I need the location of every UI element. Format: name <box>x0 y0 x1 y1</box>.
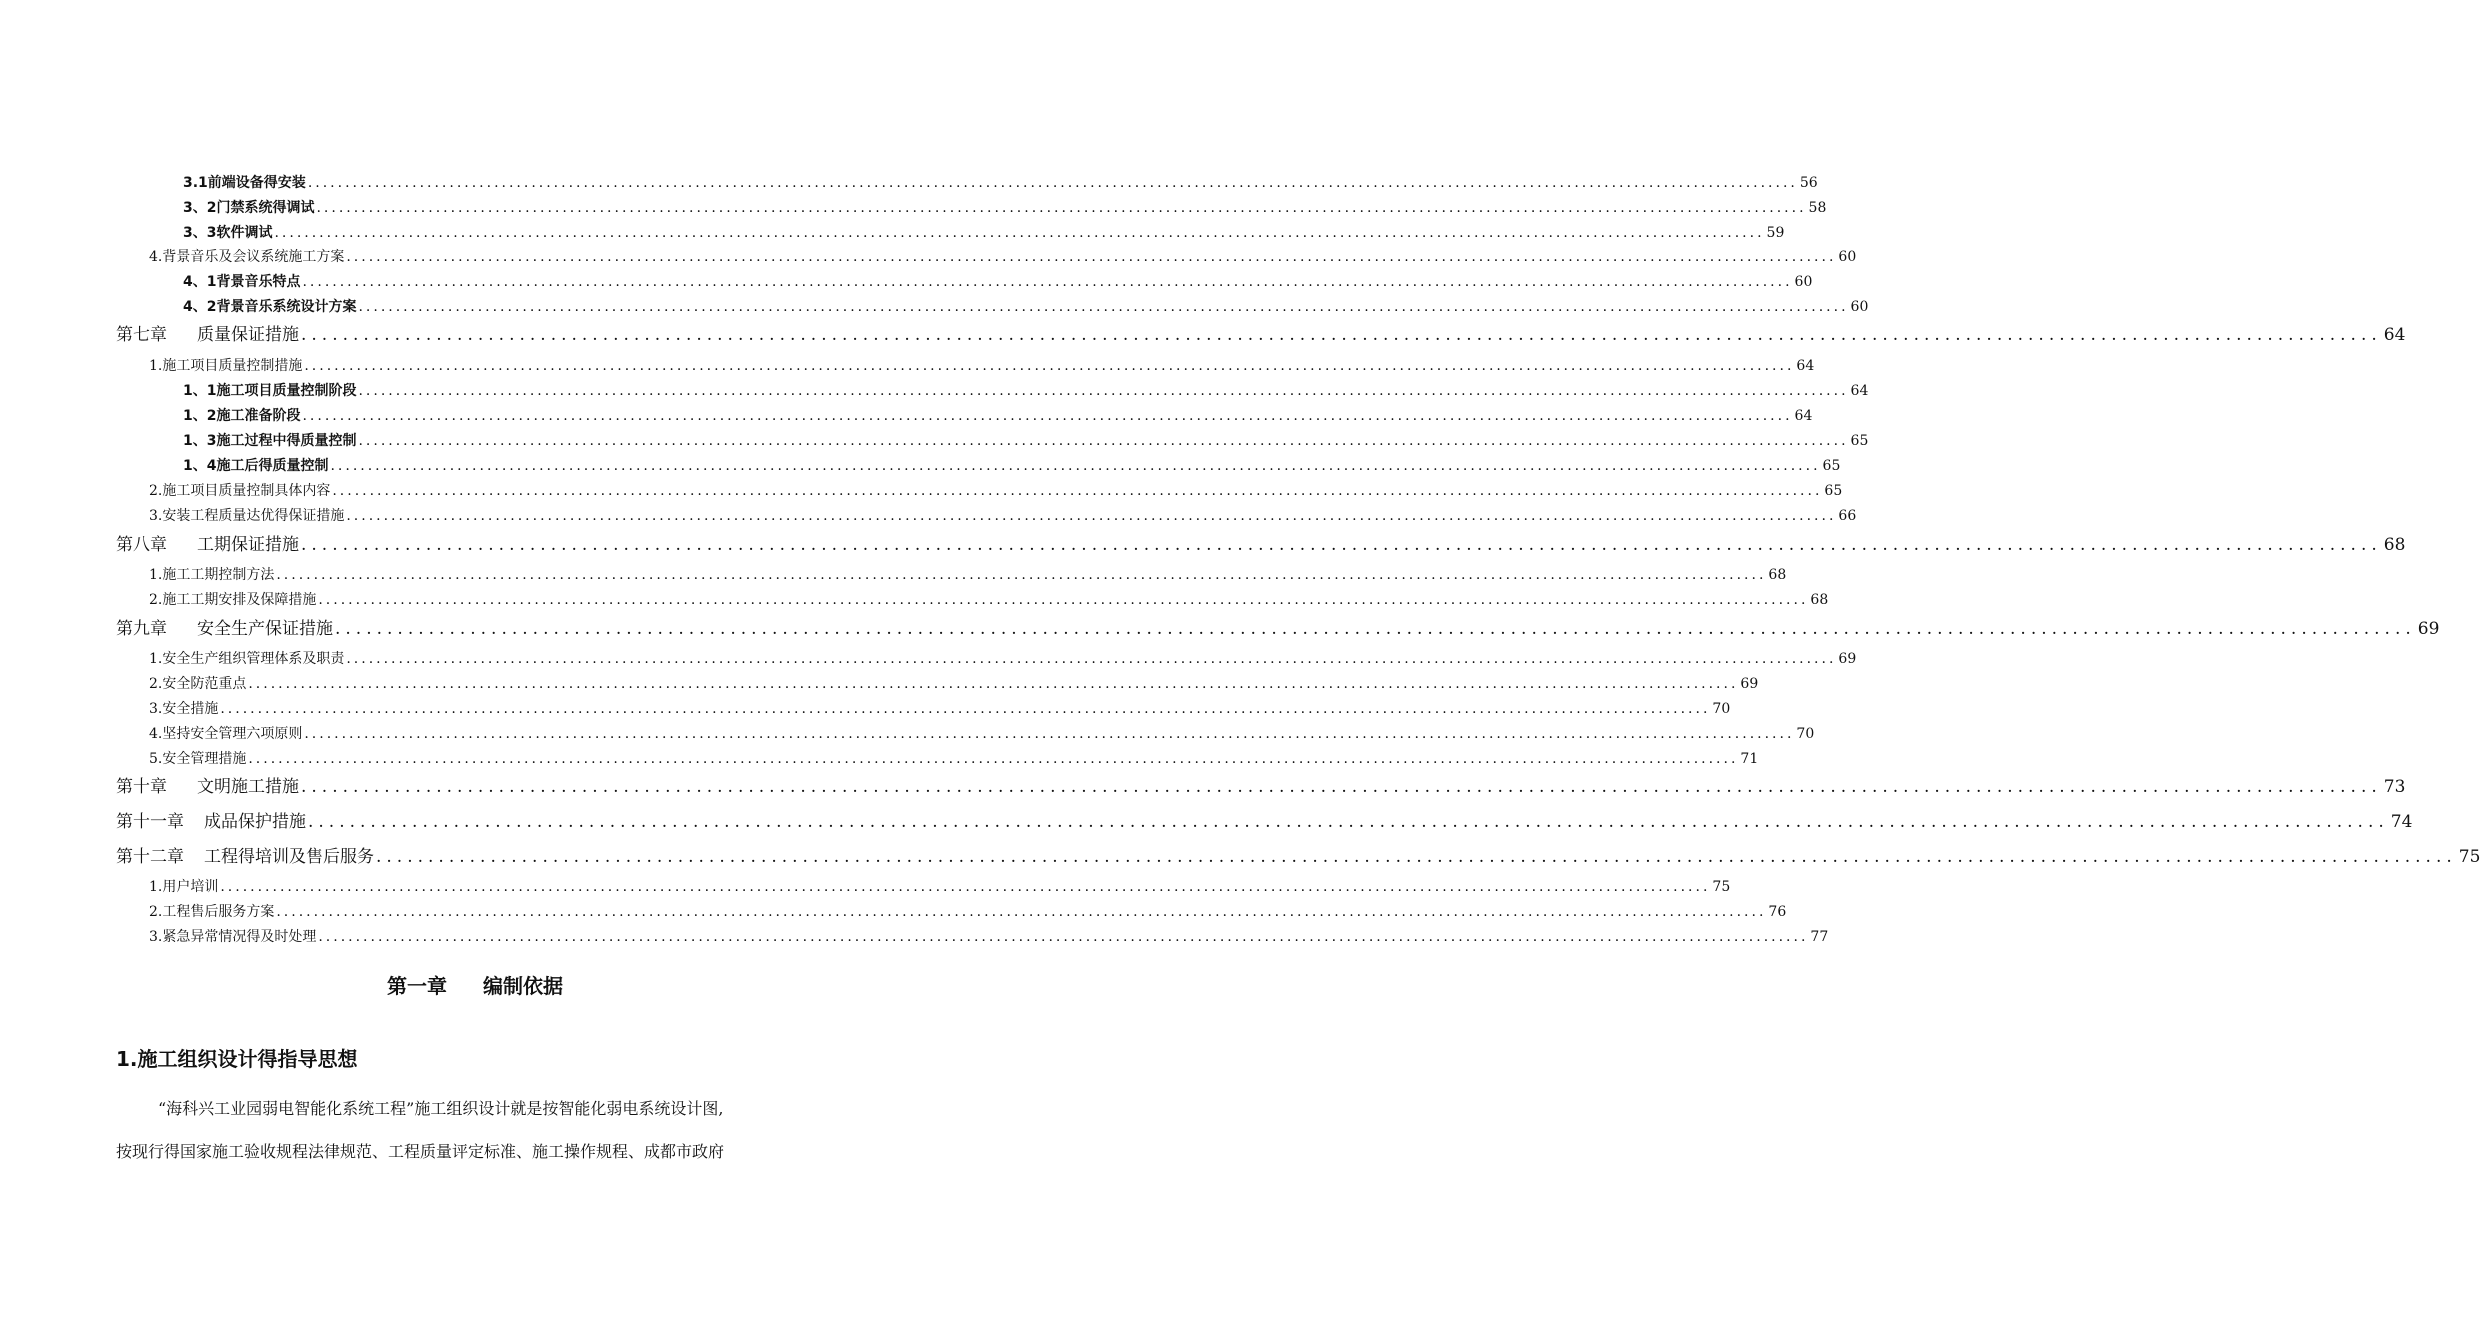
toc-leader-dots: ........................................................................................................................................................................................................ <box>346 508 1837 524</box>
toc-entry[interactable] <box>149 648 1857 668</box>
toc-entry[interactable] <box>149 901 1787 921</box>
toc-entry-label: 1.施工项目质量控制措施 <box>149 358 303 374</box>
toc-page-number: 64 <box>1850 383 1869 399</box>
toc-leader-dots: ........................................................................................................................................................................................................ <box>301 535 2382 555</box>
paragraph-line: 按现行得国家施工验收规程法律规范、工程质量评定标准、施工操作规程、成都市政府 <box>116 1142 725 1161</box>
toc-entry-label: 1、4施工后得质量控制 <box>183 458 329 474</box>
toc-entry[interactable] <box>183 197 1827 217</box>
toc-chapter-number: 第七章 <box>116 325 167 345</box>
toc-entry-label: 1、3施工过程中得质量控制 <box>183 433 357 449</box>
toc-entry[interactable] <box>183 430 1869 450</box>
toc-entry-label: 4、2背景音乐系统设计方案 <box>183 299 357 315</box>
toc-leader-dots: ........................................................................................................................................................................................................ <box>301 777 2382 797</box>
toc-leader-dots: ........................................................................................................................................................................................................ <box>302 408 1793 424</box>
toc-chapter-number: 第十二章 <box>116 847 184 867</box>
toc-leader-dots: ........................................................................................................................................................................................................ <box>274 225 1765 241</box>
toc-page-number: 76 <box>1768 904 1787 920</box>
toc-page-number: 75 <box>1712 879 1731 895</box>
toc-leader-dots: ........................................................................................................................................................................................................ <box>308 812 2389 832</box>
toc-entry-label: 2.施工项目质量控制具体内容 <box>149 483 331 499</box>
toc-leader-dots: ........................................................................................................................................................................................................ <box>346 249 1837 265</box>
toc-leader-dots: ........................................................................................................................................................................................................ <box>358 433 1849 449</box>
toc-entry-label: 4.背景音乐及会议系统施工方案 <box>149 249 345 265</box>
toc-leader-dots: ........................................................................................................................................................................................................ <box>248 751 1739 767</box>
toc-page-number: 70 <box>1712 701 1731 717</box>
toc-leader-dots: ........................................................................................................................................................................................................ <box>302 274 1793 290</box>
toc-entry-label: 4、1背景音乐特点 <box>183 274 301 290</box>
toc-leader-dots: ........................................................................................................................................................................................................ <box>276 567 1767 583</box>
toc-chapter-label <box>116 530 299 555</box>
toc-entry[interactable] <box>149 723 1815 743</box>
toc-entry-label: 2.施工工期安排及保障措施 <box>149 592 317 608</box>
toc-page-number: 65 <box>1850 433 1869 449</box>
toc-entry-label: 1.用户培训 <box>149 879 219 895</box>
toc-leader-dots: ........................................................................................................................................................................................................ <box>248 676 1739 692</box>
toc-page-number: 65 <box>1824 483 1843 499</box>
toc-entry-label: 3.安全措施 <box>149 701 219 717</box>
toc-entry-label: 3.安装工程质量达优得保证措施 <box>149 508 345 524</box>
toc-page-number: 64 <box>2383 325 2406 345</box>
toc-entry[interactable] <box>149 355 1815 375</box>
toc-chapter-entry[interactable] <box>116 772 2406 797</box>
chapter-number: 第一章 <box>387 974 447 998</box>
toc-chapter-number: 第八章 <box>116 535 167 555</box>
toc-chapter-title: 文明施工措施 <box>197 777 299 797</box>
toc-chapter-label <box>116 807 306 832</box>
toc-page-number: 70 <box>1796 726 1815 742</box>
toc-leader-dots: ........................................................................................................................................................................................................ <box>358 299 1849 315</box>
toc-leader-dots: ........................................................................................................................................................................................................ <box>335 619 2416 639</box>
toc-chapter-entry[interactable] <box>116 320 2406 345</box>
toc-chapter-entry[interactable] <box>116 842 2480 867</box>
toc-entry[interactable] <box>149 505 1857 525</box>
toc-page-number: 69 <box>1838 651 1857 667</box>
toc-entry[interactable] <box>183 296 1869 316</box>
toc-entry[interactable] <box>183 405 1813 425</box>
toc-chapter-label <box>116 614 333 639</box>
toc-page-number: 71 <box>1740 751 1759 767</box>
toc-page-number: 60 <box>1850 299 1869 315</box>
toc-entry[interactable] <box>149 748 1759 768</box>
toc-leader-dots: ........................................................................................................................................................................................................ <box>276 904 1767 920</box>
toc-entry[interactable] <box>183 271 1813 291</box>
section-heading: 1.施工组织设计得指导思想 <box>116 1047 358 1071</box>
toc-entry[interactable] <box>183 455 1841 475</box>
toc-leader-dots: ........................................................................................................................................................................................................ <box>301 325 2382 345</box>
toc-entry[interactable] <box>183 380 1869 400</box>
toc-chapter-label <box>116 320 299 345</box>
toc-entry-label: 3、3软件调试 <box>183 225 273 241</box>
toc-entry-label: 2.工程售后服务方案 <box>149 904 275 920</box>
toc-chapter-entry[interactable] <box>116 614 2440 639</box>
toc-chapter-title: 质量保证措施 <box>197 325 299 345</box>
toc-page-number: 68 <box>2383 535 2406 555</box>
toc-entry[interactable] <box>149 673 1759 693</box>
toc-page-number: 69 <box>1740 676 1759 692</box>
toc-entry-label: 1.施工工期控制方法 <box>149 567 275 583</box>
toc-leader-dots: ........................................................................................................................................................................................................ <box>304 358 1795 374</box>
chapter-title: 编制依据 <box>483 974 563 998</box>
toc-leader-dots: ........................................................................................................................................................................................................ <box>318 592 1809 608</box>
toc-chapter-title: 安全生产保证措施 <box>197 619 333 639</box>
toc-page-number: 75 <box>2458 847 2480 867</box>
toc-page-number: 58 <box>1808 200 1827 216</box>
chapter-heading <box>0 970 950 999</box>
toc-chapter-number: 第九章 <box>116 619 167 639</box>
toc-chapter-entry[interactable] <box>116 530 2406 555</box>
toc-page-number: 59 <box>1766 225 1785 241</box>
toc-entry-label: 3、2门禁系统得调试 <box>183 200 315 216</box>
toc-entry-label: 4.坚持安全管理六项原则 <box>149 726 303 742</box>
toc-entry[interactable] <box>149 480 1843 500</box>
toc-page-number: 77 <box>1810 929 1829 945</box>
toc-leader-dots: ........................................................................................................................................................................................................ <box>220 701 1711 717</box>
toc-chapter-label <box>116 772 299 797</box>
toc-page-number: 60 <box>1794 274 1813 290</box>
toc-entry[interactable] <box>183 222 1785 242</box>
toc-leader-dots: ........................................................................................................................................................................................................ <box>307 175 1798 191</box>
toc-page-number: 66 <box>1838 508 1857 524</box>
toc-entry[interactable] <box>149 698 1731 718</box>
toc-entry[interactable] <box>149 876 1731 896</box>
toc-page-number: 64 <box>1796 358 1815 374</box>
toc-page-number: 68 <box>1810 592 1829 608</box>
paragraph-line: “海科兴工业园弱电智能化系统工程”施工组织设计就是按智能化弱电系统设计图, <box>158 1099 724 1118</box>
toc-leader-dots: ........................................................................................................................................................................................................ <box>316 200 1807 216</box>
toc-entry-label: 1、2施工准备阶段 <box>183 408 301 424</box>
toc-leader-dots: ........................................................................................................................................................................................................ <box>376 847 2457 867</box>
toc-leader-dots: ........................................................................................................................................................................................................ <box>318 929 1809 945</box>
toc-entry[interactable] <box>149 564 1787 584</box>
toc-entry-label: 2.安全防范重点 <box>149 676 247 692</box>
toc-page-number: 68 <box>1768 567 1787 583</box>
toc-chapter-title: 工程得培训及售后服务 <box>204 847 374 867</box>
toc-chapter-entry[interactable] <box>116 807 2413 832</box>
toc-chapter-title: 成品保护措施 <box>204 812 306 832</box>
toc-chapter-number: 第十一章 <box>116 812 184 832</box>
toc-entry-label: 1.安全生产组织管理体系及职责 <box>149 651 345 667</box>
toc-page-number: 64 <box>1794 408 1813 424</box>
toc-entry[interactable] <box>183 172 1818 192</box>
toc-leader-dots: ........................................................................................................................................................................................................ <box>358 383 1849 399</box>
toc-entry-label: 3.1前端设备得安装 <box>183 175 306 191</box>
toc-leader-dots: ........................................................................................................................................................................................................ <box>330 458 1821 474</box>
toc-leader-dots: ........................................................................................................................................................................................................ <box>304 726 1795 742</box>
toc-chapter-number: 第十章 <box>116 777 167 797</box>
toc-entry-label: 3.紧急异常情况得及时处理 <box>149 929 317 945</box>
toc-leader-dots: ........................................................................................................................................................................................................ <box>220 879 1711 895</box>
toc-chapter-title: 工期保证措施 <box>197 535 299 555</box>
toc-page-number: 69 <box>2417 619 2440 639</box>
toc-entry[interactable] <box>149 246 1857 266</box>
toc-entry-label: 1、1施工项目质量控制阶段 <box>183 383 357 399</box>
toc-page-number: 74 <box>2390 812 2413 832</box>
toc-page-number: 60 <box>1838 249 1857 265</box>
toc-leader-dots: ........................................................................................................................................................................................................ <box>332 483 1823 499</box>
toc-entry[interactable] <box>149 926 1829 946</box>
toc-page-number: 56 <box>1799 175 1818 191</box>
toc-leader-dots: ........................................................................................................................................................................................................ <box>346 651 1837 667</box>
toc-entry[interactable] <box>149 589 1829 609</box>
toc-page-number: 65 <box>1822 458 1841 474</box>
toc-entry-label: 5.安全管理措施 <box>149 751 247 767</box>
toc-chapter-label <box>116 842 374 867</box>
toc-page-number: 73 <box>2383 777 2406 797</box>
